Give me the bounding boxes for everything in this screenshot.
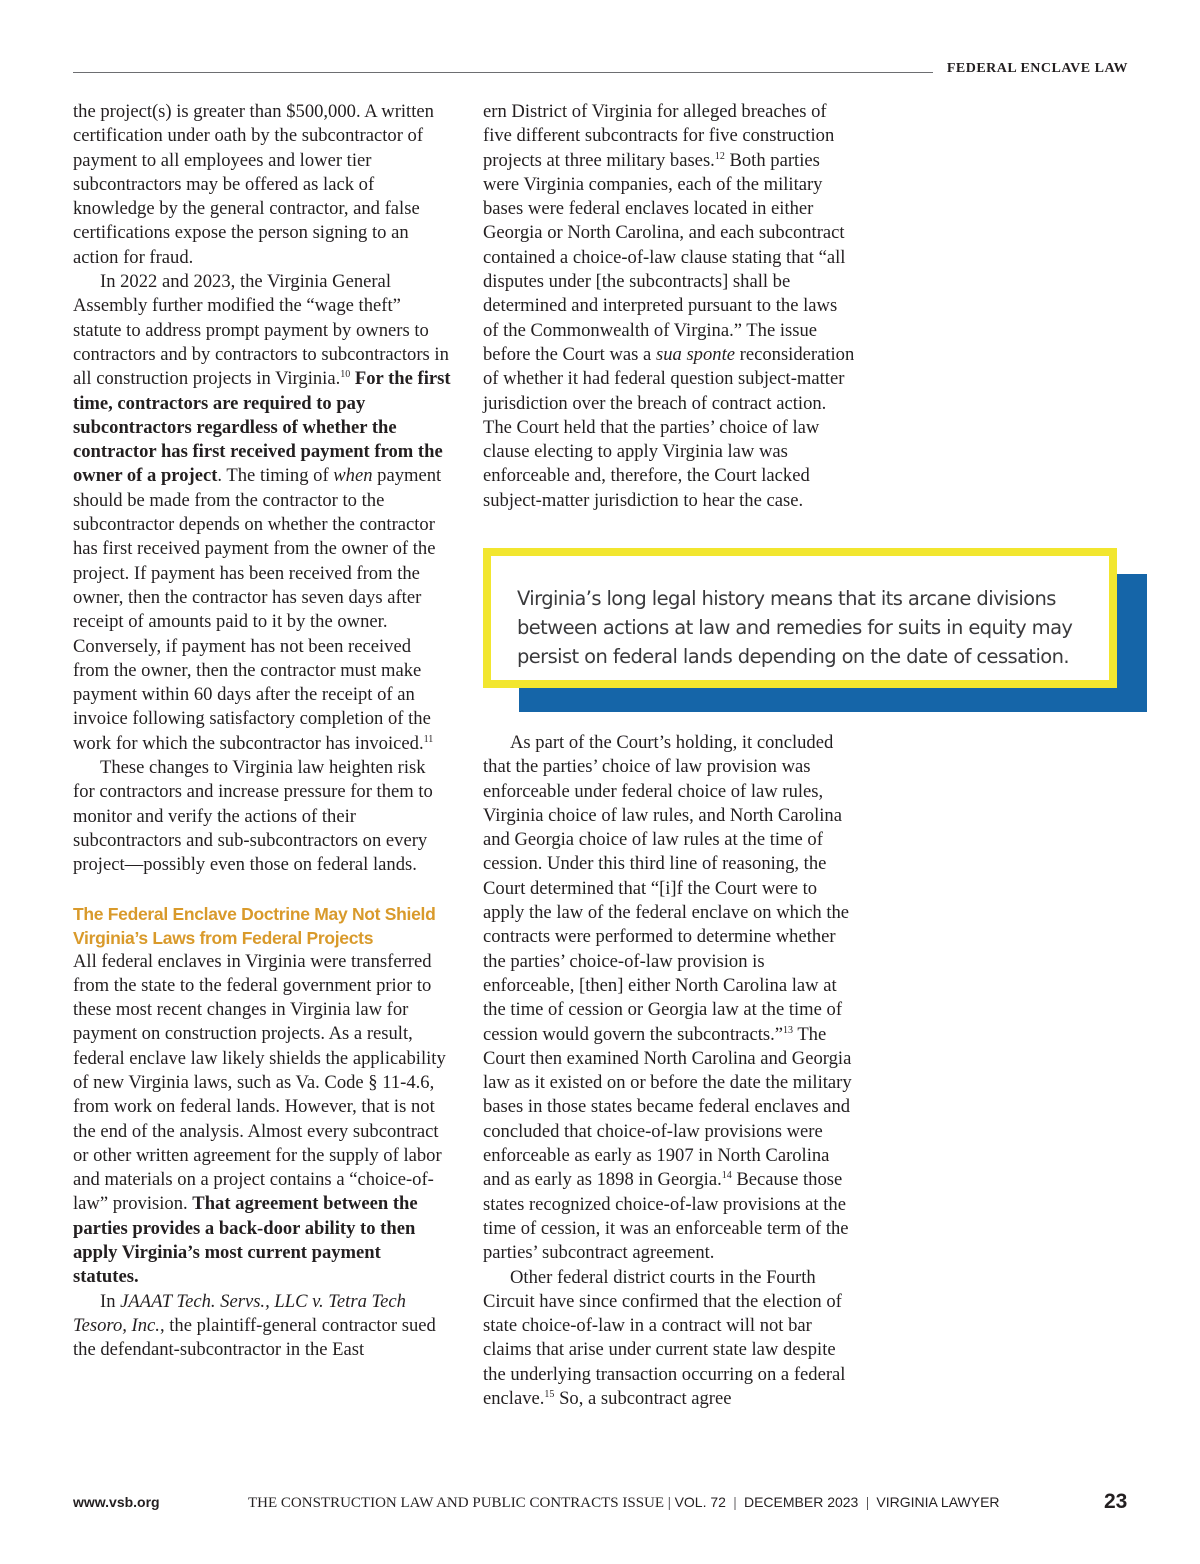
header-rule [73, 72, 933, 73]
footer-issue-title: THE CONSTRUCTION LAW AND PUBLIC CONTRACTS ISSUE [248, 1495, 665, 1511]
paragraph: In JAAAT Tech. Servs., LLC v. Tetra Tech Tesoro, Inc., the plaintiff-general contractor sued the defendant-subcontractor in the East [73, 1290, 436, 1361]
paragraph: As part of the Court’s holding, it concluded that the parties’ choice of law provision was enforceable under federal choice of law rules, Virginia choice of law rules, and North Carolina and Georgia choice of law rules at the time of cession. Under this third line of reasoning, the Court determined that “[i]f the Court were to apply the law of the federal enclave on which the contracts were performed to determine whether the parties’ choice-of-law provision is enforceable, [then] either North Carolina law at the time of cession or Georgia law at the time of cession would govern the subcontracts.”$^{13}$ The Court then examined North Carolina and Georgia law as it existed on or before the date the military bases in those states became federal enclaves and concluded that choice-of-law provisions were enforceable as early as 1907 in North Carolina and as early as 1898 in Georgia.$^{14}$ Because those states recognized choice-of-law provisions at the time of cession, it was an enforceable term of the parties’ subcontract agreement. [483, 732, 852, 1264]
paragraph: These changes to Virginia law heighten risk for contractors and increase pressure for them to monitor and verify the actions of their subcontractors and sub-subcontractors on every project—possibly even those on federal lands. [73, 757, 433, 876]
footer-date: DECEMBER 2023 [743, 1494, 859, 1510]
section-heading: The Federal Enclave Doctrine May Not Shield Virginia’s Laws from Federal Projects [73, 903, 436, 948]
footnote-ref: 10 [340, 369, 351, 381]
pullquote-text: Virginia’s long legal history means that its arcane divisions between actions at law and remedies for suits in equity may persist on federal lands depending on the date of cessation. [517, 587, 1073, 668]
paragraph: Other federal district courts in the Fourth Circuit have since confirmed that the election of state choice-of-law in a contract will not bar claims that arise under current state law despite the underlying transaction occurring on a federal enclave.$^{15}$ So, a subcontract agree [483, 1266, 846, 1410]
paragraph: ern District of Virginia for alleged breaches of five different subcontracts for five construction projects at three military bases.$^{12}$ Both parties were Virginia companies, each of the military bases were federal enclaves located in either Georgia or North Carolina, and each subcontract contained a choice-of-law clause stating that “all disputes under [the subcontracts] shall be determined and interpreted pursuant to the laws of the Commonwealth of Virgina.” The issue before the Court was a sua sponte reconsideration of whether it had federal question subject-matter jurisdiction over the breach of contract action. The Court held that the parties’ choice of law clause electing to apply Virginia law was enforceable and, therefore, the Court lacked subject-matter jurisdiction to hear the case. [483, 101, 855, 511]
right-column-bottom [483, 731, 857, 1411]
footer-website-link[interactable]: www.vsb.org [73, 1494, 160, 1510]
footer-publication: VIRGINIA LAWYER [876, 1494, 1000, 1510]
footer-volume: VOL. 72 [674, 1494, 726, 1510]
page-number: 23 [1104, 1490, 1128, 1513]
footnote-ref: 15 [544, 1388, 555, 1400]
paragraph: In 2022 and 2023, the Virginia General Assembly further modified the “wage theft” statute to address prompt payment by owners to contractors and by contractors to subcontractors in all construction projects in Virginia.$^{10}$ For the first time, contractors are required to pay subcontractors regardless of whether the contractor has first received payment from the owner of a project. The timing of when payment should be made from the contractor to the subcontractor depends on whether the contractor has first received payment from the owner of the project. If payment has been received from the owner, then the contractor has seven days after receipt of amounts paid to it by the owner. Conversely, if payment has not been received from the owner, then the contractor must make payment within 60 days after the receipt of an invoice following satisfactory completion of the work for which the subcontractor has invoiced.$^{11}$ [73, 271, 451, 754]
right-column-top [483, 100, 857, 513]
footnote-ref: 11 [423, 733, 434, 745]
paragraph: the project(s) is greater than $500,000. A written certification under oath by the subcontractor of payment to all employees and lower tier subcontractors may be offered as lack of knowledge by the general contractor, and false certifications expose the person signing to an action for fraud. [73, 101, 434, 268]
pullquote-box [483, 548, 1117, 688]
footnote-ref: 13 [783, 1024, 794, 1036]
footnote-ref: 14 [721, 1170, 732, 1182]
paragraph: All federal enclaves in Virginia were transferred from the state to the federal government prior to these most recent changes in Virginia law for payment on construction projects. As a result, federal enclave law likely shields the applicability of new Virginia laws, such as Va. Code § 11-4.6, from work on federal lands. However, that is not the end of the analysis. Almost every subcontract or other written agreement for the supply of labor and materials on a project contains a “choice-of-law” provision. That agreement between the parties provides a back-door ability to then apply Virginia’s most current payment statutes. [73, 950, 446, 1288]
section-label: FEDERAL ENCLAVE LAW [946, 61, 1128, 76]
footnote-ref: 12 [714, 150, 725, 162]
footer-issue-line: THE CONSTRUCTION LAW AND PUBLIC CONTRACTS ISSUE | VOL. 72 | DECEMBER 2023 | VIRGINIA LAWYER [248, 1494, 1000, 1511]
left-column [73, 100, 451, 1363]
